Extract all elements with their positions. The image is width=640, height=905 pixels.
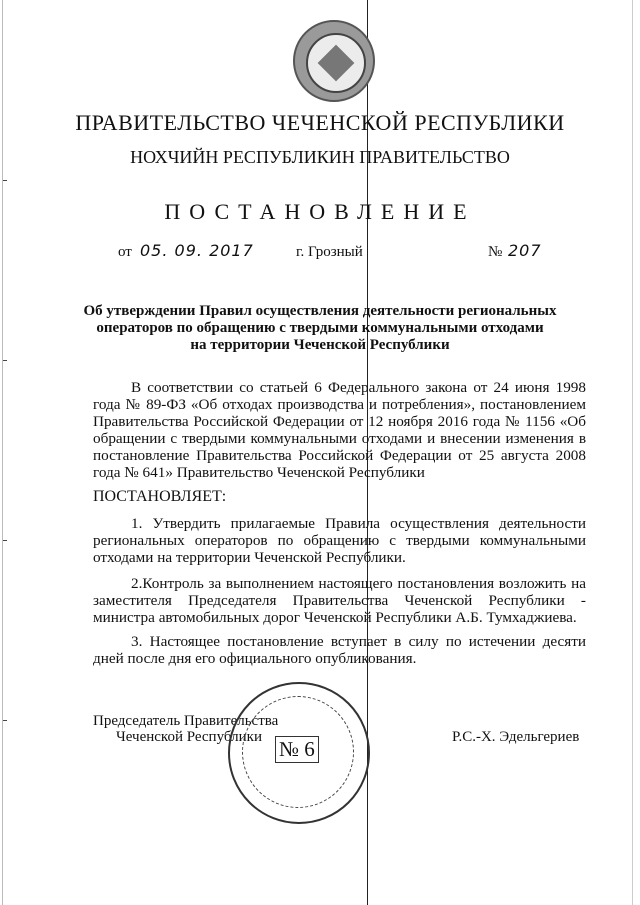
signatory-name: Р.С.-Х. Эдельгериев: [452, 729, 580, 745]
margin-mark: [3, 540, 7, 541]
item-3-paragraph: 3. Настоящее постановление вступает в силу по истечении десяти дней после дня его официального опубликования.: [93, 633, 586, 667]
city: г. Грозный: [296, 244, 363, 260]
margin-mark: [3, 360, 7, 361]
preamble-paragraph: В соответствии со статьей 6 Федерального закона от 24 июня 1998 года № 89-ФЗ «Об отходах производства и потребления», постановлением Правительства Российской Федерации от 12 ноября 2016 года № 1156 «Об обращении с твердыми коммунальными отходами и внесении изменения в постановление Правительства Российской Федерации от 25 августа 2008 года № 641» Правительство Чеченской Республики: [93, 379, 586, 481]
number-handwritten: 207: [508, 241, 542, 260]
state-emblem-icon: [293, 20, 375, 102]
item-1-paragraph: 1. Утвердить прилагаемые Правила осуществления деятельности региональных операторов по обращению с твердыми коммунальными отходами на территории Чеченской Республики.: [93, 515, 586, 566]
signatory-position-line-2: Чеченской Республики: [116, 729, 262, 745]
document-subject: [0, 303, 640, 354]
margin-mark: [3, 180, 7, 181]
subject-line-1: Об утверждении Правил осуществления деятельности региональных: [83, 303, 557, 319]
subject-line-2: операторов по обращению с твердыми коммунальными отходами: [96, 320, 544, 336]
margin-mark: [3, 720, 7, 721]
resolves-heading: ПОСТАНОВЛЯЕТ:: [93, 488, 227, 505]
number-prefix: №: [488, 244, 503, 260]
government-title-chechen: НОХЧИЙН РЕСПУБЛИКИН ПРАВИТЕЛЬСТВО: [130, 147, 510, 167]
seal-number: № 6: [275, 736, 319, 763]
document-type: ПОСТАНОВЛЕНИЕ: [164, 199, 476, 224]
signatory-position-line-1: Председатель Правительства: [93, 713, 279, 729]
government-title: ПРАВИТЕЛЬСТВО ЧЕЧЕНСКОЙ РЕСПУБЛИКИ: [75, 110, 565, 135]
subject-line-3: на территории Чеченской Республики: [190, 337, 450, 353]
official-seal-icon: [228, 682, 370, 824]
item-2-paragraph: 2.Контроль за выполнением настоящего постановления возложить на заместителя Председателя Правительства Чеченской Республики - министра автомобильных дорог Чеченской Республики А.Б. Тумхаджиева.: [93, 575, 586, 626]
date-prefix: от: [118, 244, 132, 260]
date-handwritten: 05. 09. 2017: [140, 241, 254, 260]
